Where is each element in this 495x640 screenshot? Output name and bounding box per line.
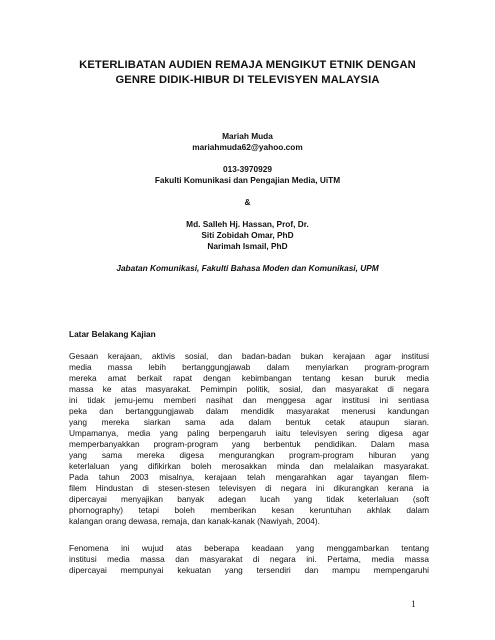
paragraph-line: keterlaluan yang difikirkan boleh merosakkan minda dan melalaikan masyarakat. <box>69 461 429 471</box>
co-author-1: Md. Salleh Hj. Hassan, Prof, Dr. <box>186 219 309 229</box>
paragraph-line: ini tidak jemu-jemu memberi nasihat dan menggesa agar institusi ini sentiasa <box>69 395 429 405</box>
paragraph-line: massa ke atas masyarakat. Pemimpin politik, sosial, dan masyarakat di negara <box>69 384 429 394</box>
author-affiliation: Fakulti Komunikasi dan Pengajian Media, UiTM <box>154 175 341 185</box>
page-number: 1 <box>411 600 416 610</box>
paragraph-line: memperbanyakkan program-program yang berbentuk pendidikan. Dalam masa <box>69 439 429 449</box>
paragraph-line: institusi media massa dan masyarakat di negara ini. Pertama, media massa <box>69 554 429 564</box>
paragraph-line: dipercayai menyajikan banyak adegan lucah yang tidak keterlaluan (soft <box>69 494 429 504</box>
paragraph-line: Umpamanya, media yang paling berpengaruh iaitu televisyen sering digesa agar <box>69 428 429 438</box>
co-author-2: Siti Zobidah Omar, PhD <box>201 230 294 240</box>
paragraph-line: peka dan bertanggungjawab dalam mendidik masyarakat menerusi kandungan <box>69 406 429 416</box>
paragraph-line: yang sama mereka digesa mengurangkan program-program hiburan yang <box>69 450 429 460</box>
paragraph-line: Fenomena ini wujud atas beberapa keadaan yang menggambarkan tentang <box>69 543 429 553</box>
paragraph-line: phornography) tetapi boleh memberikan kesan keruntuhan akhlak dalam <box>69 505 429 515</box>
paragraph-line: kalangan orang dewasa, remaja, dan kanak-kanak (Nawiyah, 2004). <box>69 516 320 526</box>
paragraph-line: media massa lebih bertanggungjawab dalam menyiarkan program-program <box>69 362 429 372</box>
author-phone: 013-3970929 <box>223 164 272 174</box>
paragraph-line: filem Hindustan di stesen-stesen televisyen di negara ini dikurangkan kerana ia <box>69 483 429 493</box>
co-author-affiliation: Jabatan Komunikasi, Fakulti Bahasa Moden dan Komunikasi, UPM <box>116 263 379 273</box>
paragraph-line: Gesaan kerajaan, aktivis sosial, dan badan-badan bukan kerajaan agar institusi <box>69 351 429 361</box>
paragraph-1 <box>69 351 429 527</box>
paragraph-line: Pada tahun 2003 misalnya, kerajaan telah mengarahkan agar tayangan filem- <box>69 472 429 482</box>
paragraph-line: yang mereka siarkan sama ada dalam bentuk cetak ataupun siaran. <box>69 417 429 427</box>
title-line-1: KETERLIBATAN AUDIEN REMAJA MENGIKUT ETNIK DENGAN <box>79 59 416 71</box>
section-heading: Latar Belakang Kajian <box>69 329 156 339</box>
author-separator: & <box>244 197 251 207</box>
paragraph-2 <box>69 543 429 576</box>
author-name: Mariah Muda <box>222 131 273 141</box>
paragraph-line: dipercayai mempunyai kekuatan yang tersendiri dan mampu mempengaruhi <box>69 565 429 575</box>
paragraph-line: mereka amat berkait rapat dengan kebimbangan tentang kesan buruk media <box>69 373 429 383</box>
author-email: mariahmuda62@yahoo.com <box>192 142 303 152</box>
title-line-2: GENRE DIDIK-HIBUR DI TELEVISYEN MALAYSIA <box>115 74 380 86</box>
co-author-3: Narimah Ismail, PhD <box>207 241 288 251</box>
